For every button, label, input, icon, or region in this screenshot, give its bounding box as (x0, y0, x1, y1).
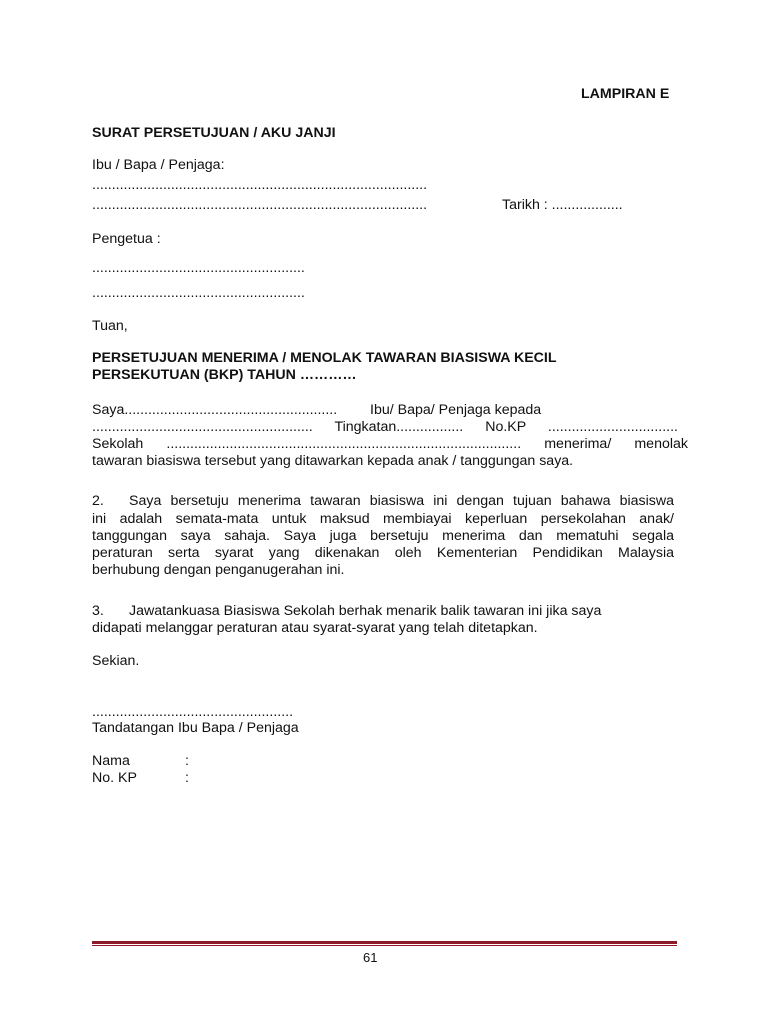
para2-line-4 (92, 545, 674, 561)
para1-line-3 (92, 436, 688, 452)
para3-number: 3. (92, 603, 104, 619)
ic-colon: : (185, 770, 189, 786)
footer-rule-thick (92, 941, 677, 944)
para2-line-1 (129, 493, 674, 509)
date-field: Tarikh : .................. (502, 197, 623, 213)
name-colon: : (185, 753, 189, 769)
para2-line-2 (92, 511, 674, 527)
para2-line-3 (92, 528, 674, 544)
footer-rule-thin (92, 945, 677, 946)
para2-number: 2. (92, 493, 104, 509)
attachment-label: LAMPIRAN E (581, 86, 670, 102)
para2-line-1-text: Saya bersetuju menerima tawaran biasiswa ini dengan tujuan bahawa biasiswa (129, 493, 674, 509)
para2-line-2-text: ini adalah semata-mata untuk maksud membiayai keperluan persekolahan anak/ (92, 511, 674, 527)
letter-title: SURAT PERSETUJUAN / AKU JANJI (92, 125, 336, 141)
para1-line-3-text: Sekolah .......................................................................................... menerima/ menolak (92, 436, 688, 452)
salutation: Tuan, (92, 318, 128, 334)
para3-line-1: Jawatankuasa Biasiswa Sekolah berhak menarik balik tawaran ini jika saya (129, 603, 602, 619)
para2-line-5: berhubung dengan penganugerahan ini. (92, 562, 345, 578)
para1-line-1-left: Saya...................................................... (92, 402, 338, 418)
parent-dotted-line-1: ..................................................................................... (92, 177, 428, 193)
principal-dotted-line-1: ...................................................... (92, 260, 305, 276)
page-number: 61 (363, 950, 378, 965)
signature-dotted-line: ................................................... (92, 704, 294, 720)
parent-label: Ibu / Bapa / Penjaga: (92, 157, 225, 173)
name-label: Nama (92, 753, 130, 769)
para1-line-1-right: Ibu/ Bapa/ Penjaga kepada (370, 402, 542, 418)
signature-label: Tandatangan Ibu Bapa / Penjaga (92, 720, 299, 736)
subject-line-1: PERSETUJUAN MENERIMA / MENOLAK TAWARAN BIASISWA KECIL (92, 350, 557, 366)
para1-line-2-text: ........................................................ Tingkatan................. No.KP ................................. (92, 419, 678, 435)
principal-dotted-line-2: ...................................................... (92, 285, 305, 301)
para1-line-4: tawaran biasiswa tersebut yang ditawarkan kepada anak / tanggungan saya. (92, 453, 574, 469)
para1-line-2 (92, 419, 678, 435)
closing: Sekian. (92, 653, 140, 669)
subject-line-2: PERSEKUTUAN (BKP) TAHUN ………… (92, 367, 357, 383)
para3-line-2: didapati melanggar peraturan atau syarat-syarat yang telah ditetapkan. (92, 620, 538, 636)
principal-label: Pengetua : (92, 231, 161, 247)
ic-label: No. KP (92, 770, 137, 786)
parent-dotted-line-2: ..................................................................................... (92, 197, 428, 213)
para2-line-3-text: tanggungan saya sahaja. Saya juga bersetuju menerima dan mematuhi segala (92, 528, 674, 544)
para2-line-4-text: peraturan serta syarat yang dikenakan oleh Kementerian Pendidikan Malaysia (92, 545, 674, 561)
